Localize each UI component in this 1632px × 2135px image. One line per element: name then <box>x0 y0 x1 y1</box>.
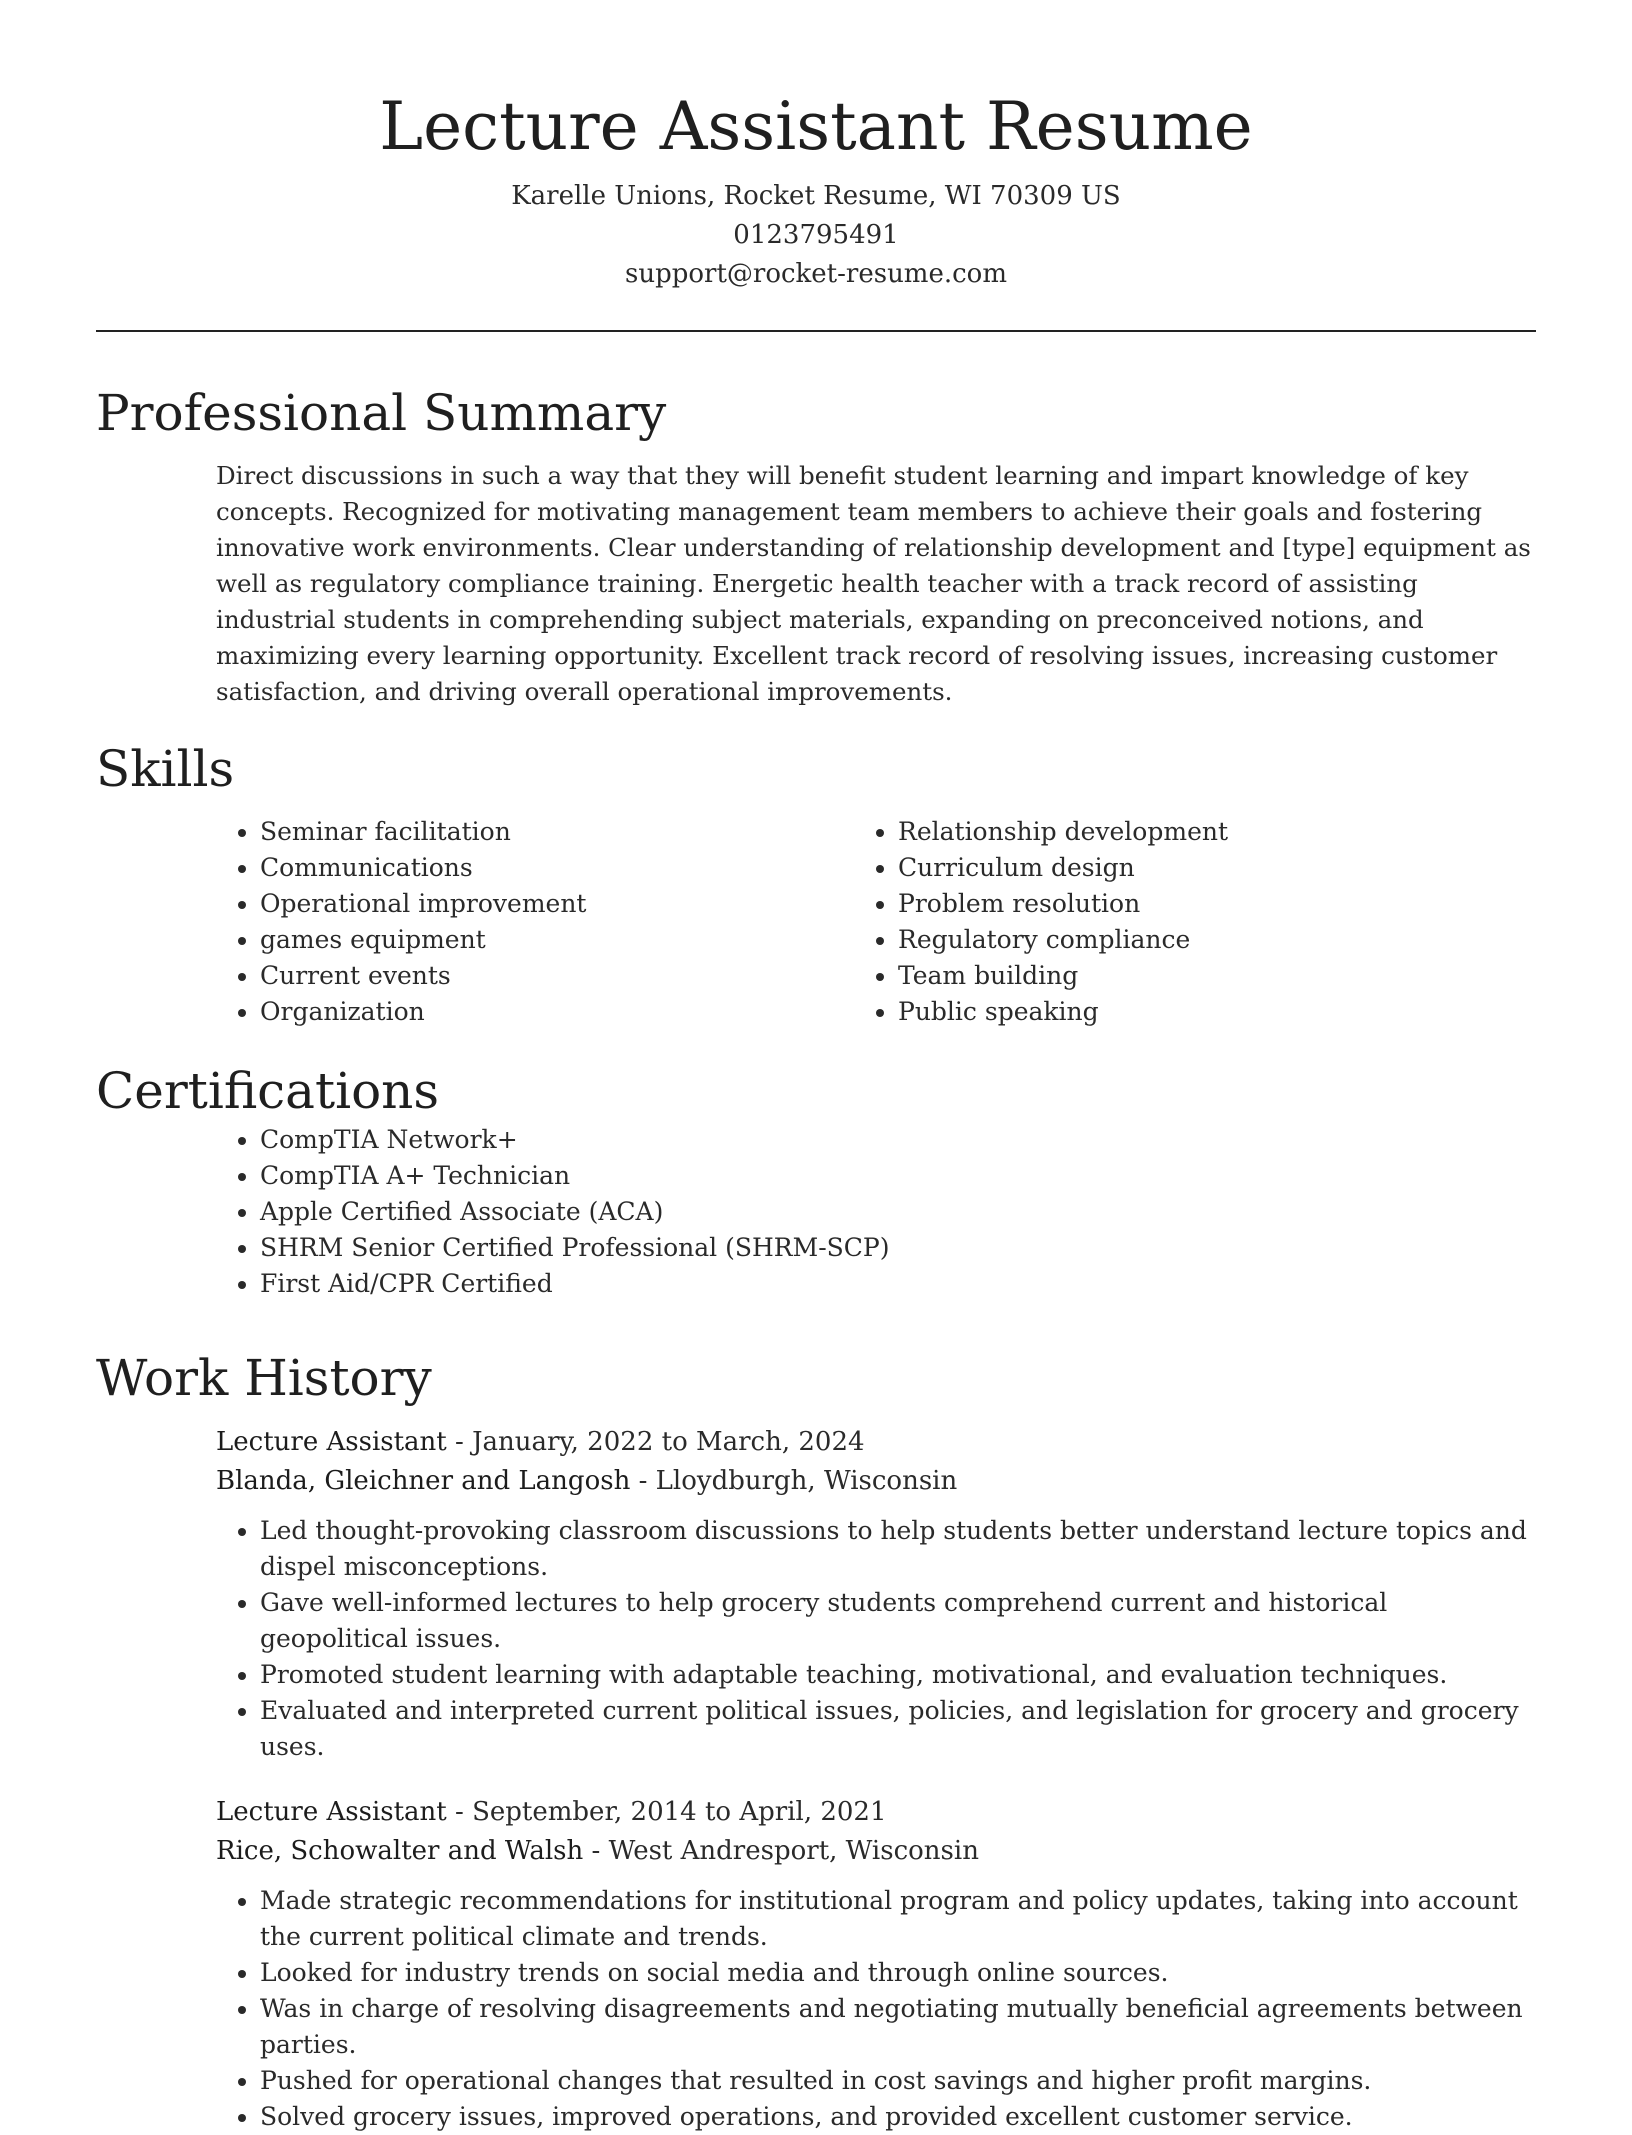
skill-item: • Curriculum design <box>898 850 1536 886</box>
job-duty: • Made strategic recommendations for institutional program and policy updates, taking into account the current political climate and trends. <box>260 1883 1536 1955</box>
skill-item: • Seminar facilitation <box>260 814 898 850</box>
job-dates: September, 2014 to April, 2021 <box>472 1797 887 1827</box>
skill-item: • Relationship development <box>898 814 1536 850</box>
job-dates: January, 2022 to March, 2024 <box>472 1427 865 1457</box>
professional-summary-section <box>96 382 1536 710</box>
job-duty: • Was in charge of resolving disagreements and negotiating mutually beneficial agreements between parties. <box>260 1991 1536 2063</box>
job-entry <box>216 1423 1536 1765</box>
job-duty: • Promoted student learning with adaptable teaching, motivational, and evaluation techniques. <box>260 1657 1536 1693</box>
job-duty: • Led thought-provoking classroom discussions to help students better understand lecture topics and dispel misconceptions. <box>260 1513 1536 1585</box>
job-duty: • Evaluated and interpreted current political issues, policies, and legislation for grocery and grocery uses. <box>260 1693 1536 1765</box>
job-separator: - <box>446 1427 473 1457</box>
job-duties-list <box>216 1883 1536 2135</box>
job-entry <box>216 1793 1536 2135</box>
section-heading-work-history: Work History <box>96 1349 432 1407</box>
summary-text: Direct discussions in such a way that they will benefit student learning and impart knowledge of key concepts. Recognized for motivating management team members to achieve their goals and fostering innovative work environments. Clear understanding of relationship development and [type] equipment as well as regulatory compliance training. Energetic health teacher with a track record of assisting industrial students in comprehending subject materials, expanding on preconceived notions, and maximizing every learning opportunity. Excellent track record of resolving issues, increasing customer satisfaction, and driving overall operational improvements. <box>216 461 1531 706</box>
job-separator: - <box>630 1466 656 1496</box>
skill-item: • Communications <box>260 850 898 886</box>
job-separator: - <box>446 1797 473 1827</box>
skill-item: • Team building <box>898 958 1536 994</box>
section-heading-summary: Professional Summary <box>96 384 667 442</box>
certification-item: • CompTIA A+ Technician <box>260 1158 1536 1194</box>
job-company: Rice, Schowalter and Walsh <box>216 1836 584 1866</box>
work-history-section <box>96 1347 1536 2135</box>
contact-phone: 0123795491 <box>733 220 899 250</box>
contact-info <box>96 177 1536 294</box>
skill-item: • Public speaking <box>898 994 1536 1030</box>
job-company-line <box>216 1462 1536 1501</box>
job-location: West Andresport, Wisconsin <box>608 1836 979 1866</box>
skills-section <box>96 738 1536 1030</box>
job-duty: • Gave well-informed lectures to help grocery students comprehend current and historical geopolitical issues. <box>260 1585 1536 1657</box>
job-duties-list <box>216 1513 1536 1765</box>
job-company: Blanda, Gleichner and Langosh <box>216 1466 631 1496</box>
certification-item: • SHRM Senior Certified Professional (SHRM-SCP) <box>260 1230 1536 1266</box>
job-duty: • Looked for industry trends on social media and through online sources. <box>260 1955 1536 1991</box>
certification-item: • CompTIA Network+ <box>260 1122 1536 1158</box>
job-title-line <box>216 1793 1536 1832</box>
resume-title: Lecture Assistant Resume <box>379 88 1253 165</box>
certifications-list <box>96 1122 1536 1302</box>
job-title: Lecture Assistant <box>216 1427 447 1457</box>
resume-header <box>96 0 1536 332</box>
skills-columns <box>96 814 1536 1030</box>
resume-page <box>96 0 1536 2131</box>
skill-item: • Problem resolution <box>898 886 1536 922</box>
certification-item: • First Aid/CPR Certified <box>260 1266 1536 1302</box>
skill-item: • Current events <box>260 958 898 994</box>
certifications-section <box>96 1060 1536 1302</box>
skill-item: • Organization <box>260 994 898 1030</box>
job-company-line <box>216 1832 1536 1871</box>
job-location: Lloydburgh, Wisconsin <box>655 1466 958 1496</box>
header-divider <box>96 330 1536 332</box>
job-duty: • Solved grocery issues, improved operations, and provided excellent customer service. <box>260 2099 1536 2135</box>
job-title: Lecture Assistant <box>216 1797 447 1827</box>
section-heading-skills: Skills <box>96 740 235 798</box>
section-heading-certifications: Certifications <box>96 1062 440 1120</box>
job-title-line <box>216 1423 1536 1462</box>
contact-email: support@rocket-resume.com <box>624 259 1007 289</box>
skills-list-right <box>734 814 1536 1030</box>
certification-item: • Apple Certified Associate (ACA) <box>260 1194 1536 1230</box>
skill-item: • Regulatory compliance <box>898 922 1536 958</box>
contact-address: Karelle Unions, Rocket Resume, WI 70309 US <box>511 181 1121 211</box>
skill-item: • games equipment <box>260 922 898 958</box>
job-duty: • Pushed for operational changes that resulted in cost savings and higher profit margins. <box>260 2063 1536 2099</box>
skill-item: • Operational improvement <box>260 886 898 922</box>
job-separator: - <box>583 1836 609 1866</box>
